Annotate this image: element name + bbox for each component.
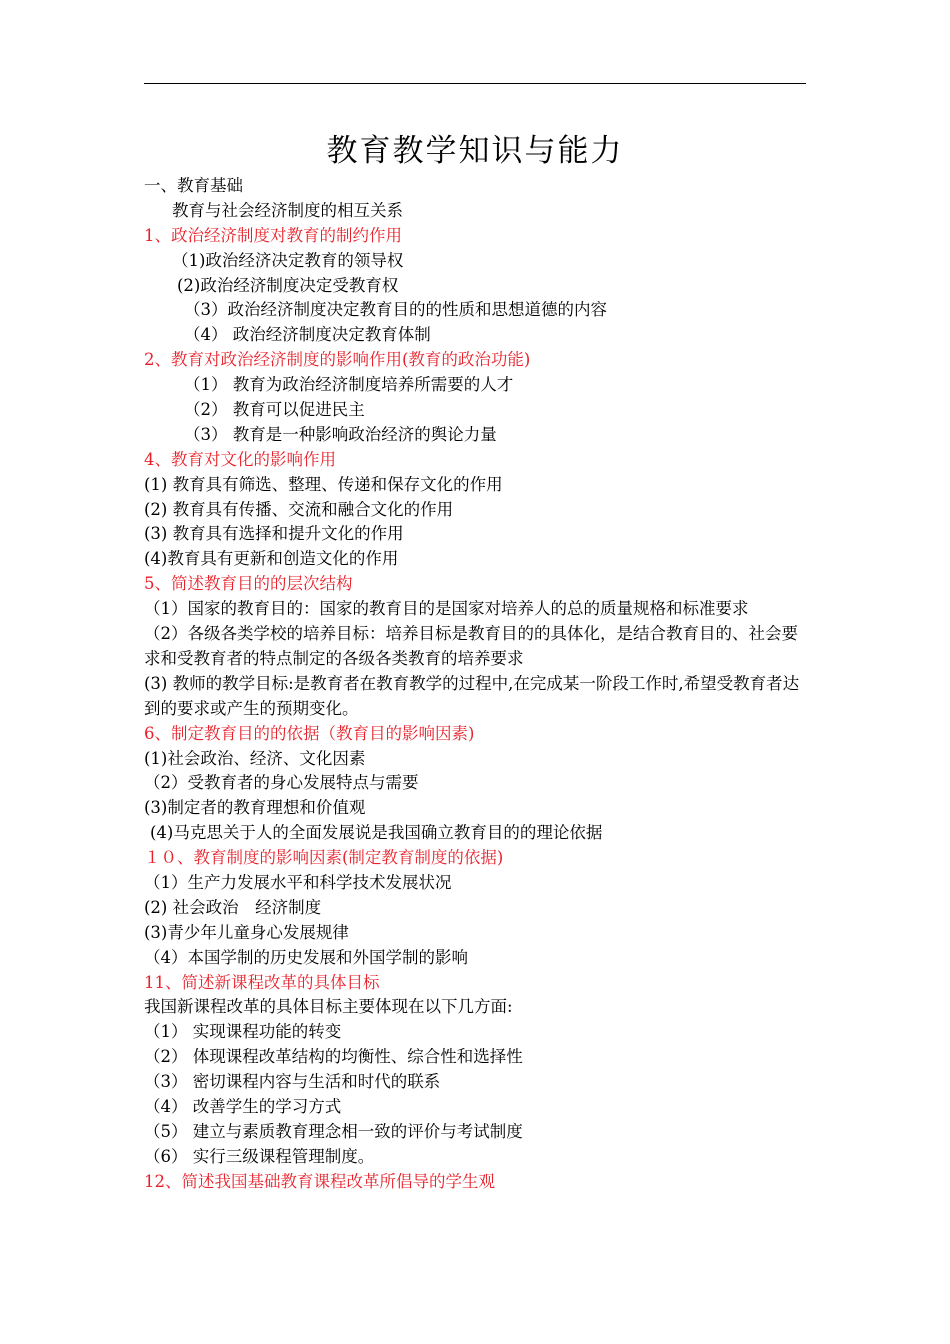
body-line: (1)社会政治、经济、文化因素 <box>144 748 366 768</box>
body-line: (1) 教育具有筛选、整理、传递和保存文化的作用 <box>144 474 503 494</box>
section-heading: 11、简述新课程改革的具体目标 <box>144 972 380 992</box>
body-line: （1） 教育为政治经济制度培养所需要的人才 <box>184 375 514 395</box>
body-line: （1）国家的教育目的：国家的教育目的是国家对培养人的总的质量规格和标准要求 <box>144 599 749 619</box>
body-line: (3) 教师的教学目标:是教育者在教育教学的过程中,在完成某一阶段工作时,希望受教育者达到的要求或产生的预期变化。 <box>144 673 800 718</box>
document-title: 教育教学知识与能力 <box>326 133 624 169</box>
section-heading: 2、教育对政治经济制度的影响作用(教育的政治功能) <box>144 350 531 370</box>
body-line: （2）受教育者的身心发展特点与需要 <box>144 773 419 793</box>
body-line: 一、教育基础 <box>144 176 243 195</box>
body-line: (2)政治经济制度决定受教育权 <box>177 275 399 295</box>
body-line: （2）各级各类学校的培养目标：培养目标是教育目的的具体化，是结合教育目的、社会要求和受教育者的特点制定的各级各类教育的培养要求 <box>144 624 798 668</box>
header-rule <box>144 83 806 84</box>
body-line: 我国新课程改革的具体目标主要体现在以下几方面: <box>144 997 513 1017</box>
body-line: (2) 社会政治 经济制度 <box>144 897 322 917</box>
section-heading: 4、教育对文化的影响作用 <box>144 449 336 469</box>
body-line: （1)政治经济决定教育的领导权 <box>172 250 404 270</box>
body-line: （4） 政治经济制度决定教育体制 <box>184 325 431 345</box>
body-line: （2） 体现课程改革结构的均衡性、综合性和选择性 <box>144 1047 523 1067</box>
section-heading: 1、政治经济制度对教育的制约作用 <box>144 225 402 245</box>
body-line: （4） 改善学生的学习方式 <box>144 1097 342 1117</box>
body-line: （4）本国学制的历史发展和外国学制的影响 <box>144 947 468 967</box>
body-line: (4)马克思关于人的全面发展说是我国确立教育目的的理论依据 <box>150 823 603 843</box>
body-line: （2） 教育可以促进民主 <box>184 400 365 420</box>
body-line: (4)教育具有更新和创造文化的作用 <box>144 549 399 569</box>
body-line: （6） 实行三级课程管理制度。 <box>144 1146 375 1166</box>
body-line: （5） 建立与素质教育理念相一致的评价与考试制度 <box>144 1121 523 1141</box>
body-line: (3)青少年儿童身心发展规律 <box>144 922 349 942</box>
section-heading: 5、简述教育目的的层次结构 <box>144 574 353 594</box>
section-heading: 12、简述我国基础教育课程改革所倡导的学生观 <box>144 1171 495 1191</box>
body-line: (3) 教育具有选择和提升文化的作用 <box>144 524 404 544</box>
body-line: (3)制定者的教育理想和价值观 <box>144 798 366 818</box>
section-heading: 6、制定教育目的的依据（教育目的影响因素) <box>144 723 475 743</box>
body-line: (2) 教育具有传播、交流和融合文化的作用 <box>144 499 454 519</box>
body-line: 教育与社会经济制度的相互关系 <box>172 200 403 220</box>
section-heading: １０、教育制度的影响因素(制定教育制度的依据) <box>144 848 504 868</box>
body-line: （3）政治经济制度决定教育目的的性质和思想道德的内容 <box>184 300 607 320</box>
body-line: （1） 实现课程功能的转变 <box>144 1022 342 1042</box>
body-line: （1）生产力发展水平和科学技术发展状况 <box>144 873 452 893</box>
document-body <box>144 174 808 1195</box>
body-line: （3） 教育是一种影响政治经济的舆论力量 <box>184 424 497 444</box>
body-line: （3） 密切课程内容与生活和时代的联系 <box>144 1072 441 1092</box>
